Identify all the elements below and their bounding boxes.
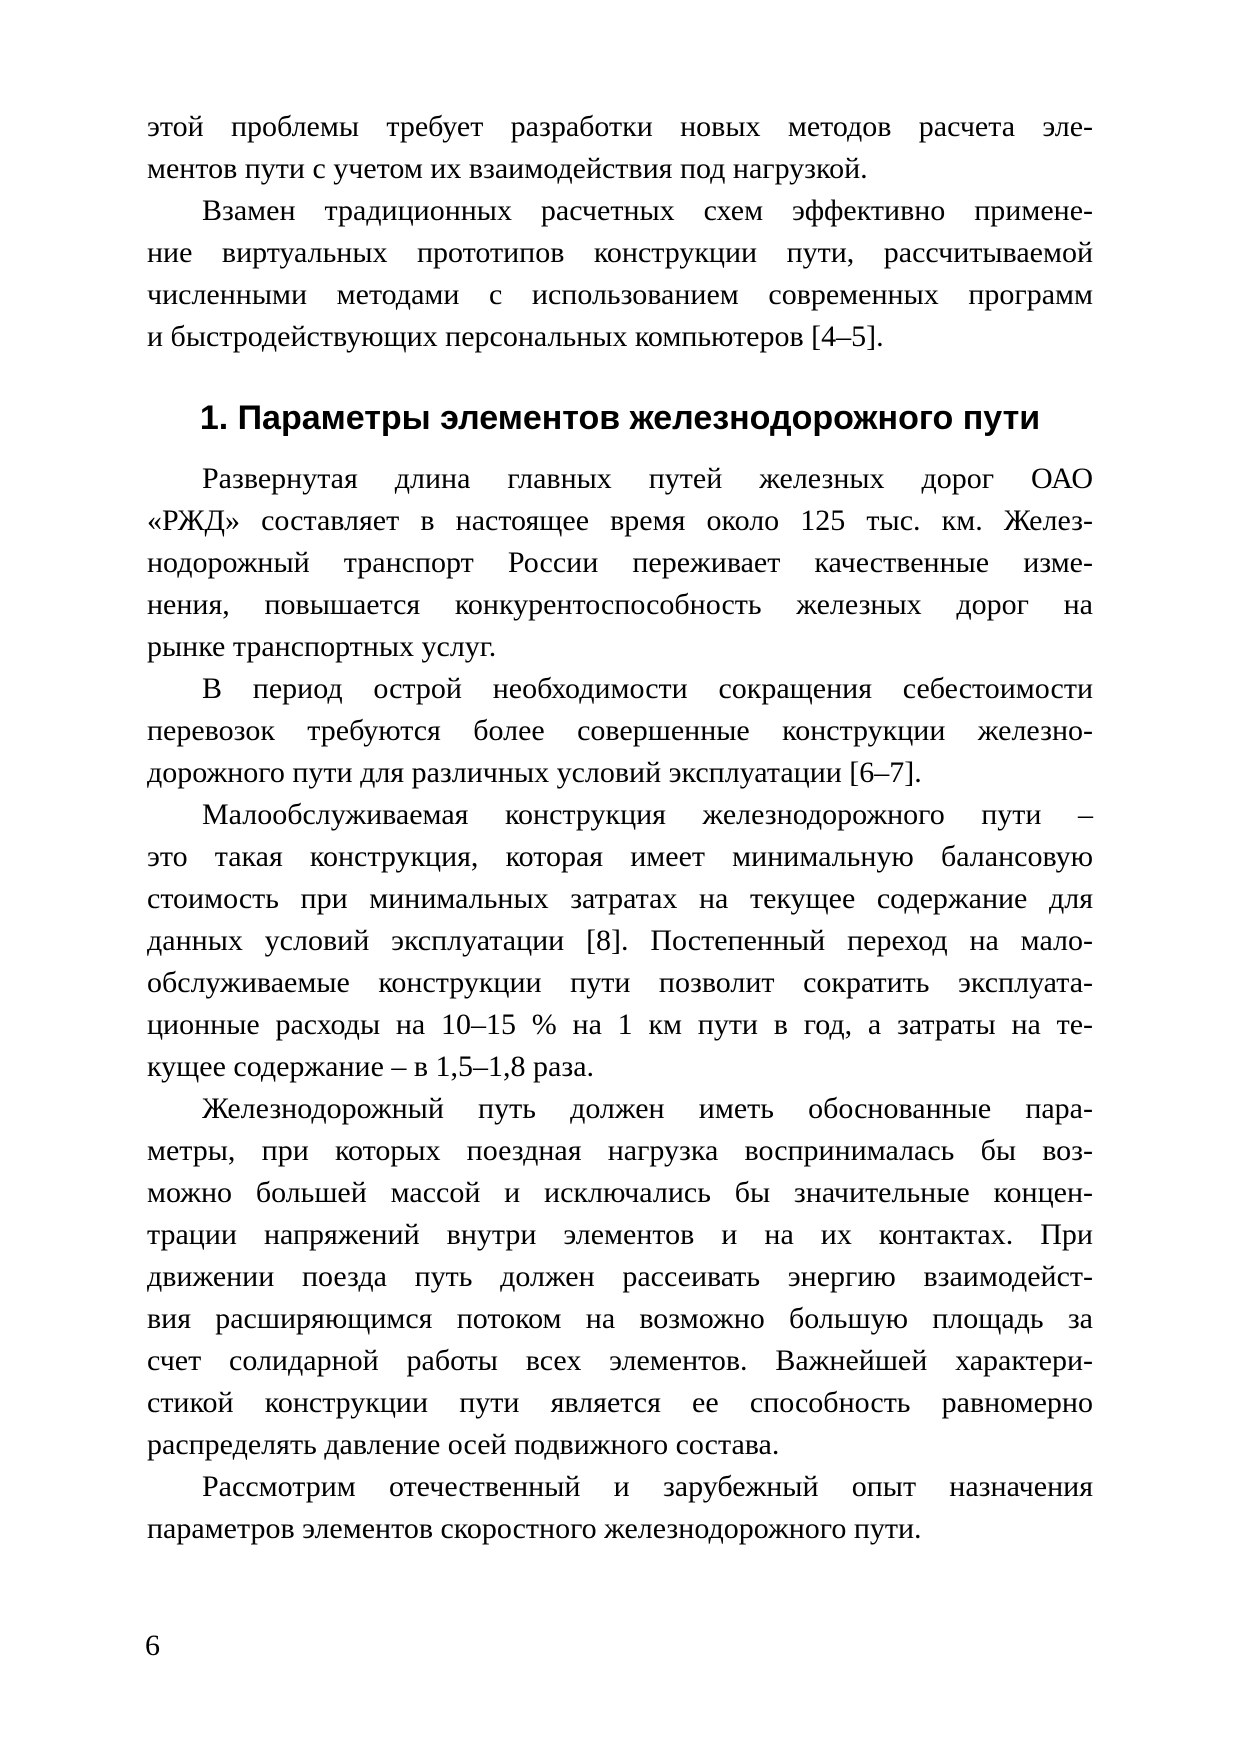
text-line: и быстродействующих персональных компьютеров [4–5]. <box>147 320 884 353</box>
text-line: метры, при которых поездная нагрузка воспринималась бы воз- <box>147 1134 1093 1167</box>
text-line: Взамен традиционных расчетных схем эффективно примене- <box>202 194 1093 227</box>
text-block <box>147 106 1093 1550</box>
text-line: кущее содержание – в 1,5–1,8 раза. <box>147 1050 595 1083</box>
text-line: распределять давление осей подвижного состава. <box>147 1428 780 1461</box>
text-line: Рассмотрим отечественный и зарубежный опыт назначения <box>202 1470 1093 1503</box>
text-line: Развернутая длина главных путей железных дорог ОАО <box>202 462 1093 495</box>
page-number: 6 <box>145 1629 160 1662</box>
text-line: Малообслуживаемая конструкция железнодорожного пути – <box>202 798 1093 831</box>
text-line: перевозок требуются более совершенные конструкции железно- <box>147 714 1093 747</box>
text-line: трации напряжений внутри элементов и на их контактах. При <box>147 1218 1093 1251</box>
text-line: «РЖД» составляет в настоящее время около 125 тыс. км. Желез- <box>147 504 1093 537</box>
text-line: можно большей массой и исключались бы значительные концен- <box>147 1176 1093 1209</box>
text-line: нодорожный транспорт России переживает качественные изме- <box>147 546 1093 579</box>
text-line: численными методами с использованием современных программ <box>147 278 1093 311</box>
text-line: это такая конструкция, которая имеет минимальную балансовую <box>147 840 1093 873</box>
text-line: движении поезда путь должен рассеивать энергию взаимодейст- <box>147 1260 1093 1293</box>
text-line: параметров элементов скоростного железнодорожного пути. <box>147 1512 922 1545</box>
text-line: рынке транспортных услуг. <box>147 630 497 663</box>
text-line: ментов пути с учетом их взаимодействия под нагрузкой. <box>147 152 868 185</box>
text-line: стикой конструкции пути является ее способность равномерно <box>147 1386 1093 1419</box>
text-line: Железнодорожный путь должен иметь обоснованные пара- <box>202 1092 1093 1125</box>
text-line: ние виртуальных прототипов конструкции пути, рассчитываемой <box>147 236 1093 269</box>
text-line: вия расширяющимся потоком на возможно большую площадь за <box>147 1302 1093 1335</box>
text-line: стоимость при минимальных затратах на текущее содержание для <box>147 882 1093 915</box>
text-line: нения, повышается конкурентоспособность железных дорог на <box>147 588 1093 621</box>
text-line: этой проблемы требует разработки новых методов расчета эле- <box>147 110 1093 143</box>
text-line: ционные расходы на 10–15 % на 1 км пути в год, а затраты на те- <box>147 1008 1093 1041</box>
text-line: дорожного пути для различных условий эксплуатации [6–7]. <box>147 756 922 789</box>
text-line: В период острой необходимости сокращения себестоимости <box>202 672 1093 705</box>
text-line: обслуживаемые конструкции пути позволит сократить эксплуата- <box>147 966 1093 999</box>
text-line: данных условий эксплуатации [8]. Постепенный переход на мало- <box>147 924 1093 957</box>
section-heading: 1. Параметры элементов железнодорожного пути <box>199 399 1041 437</box>
text-line: счет солидарной работы всех элементов. Важнейшей характери- <box>147 1344 1093 1377</box>
